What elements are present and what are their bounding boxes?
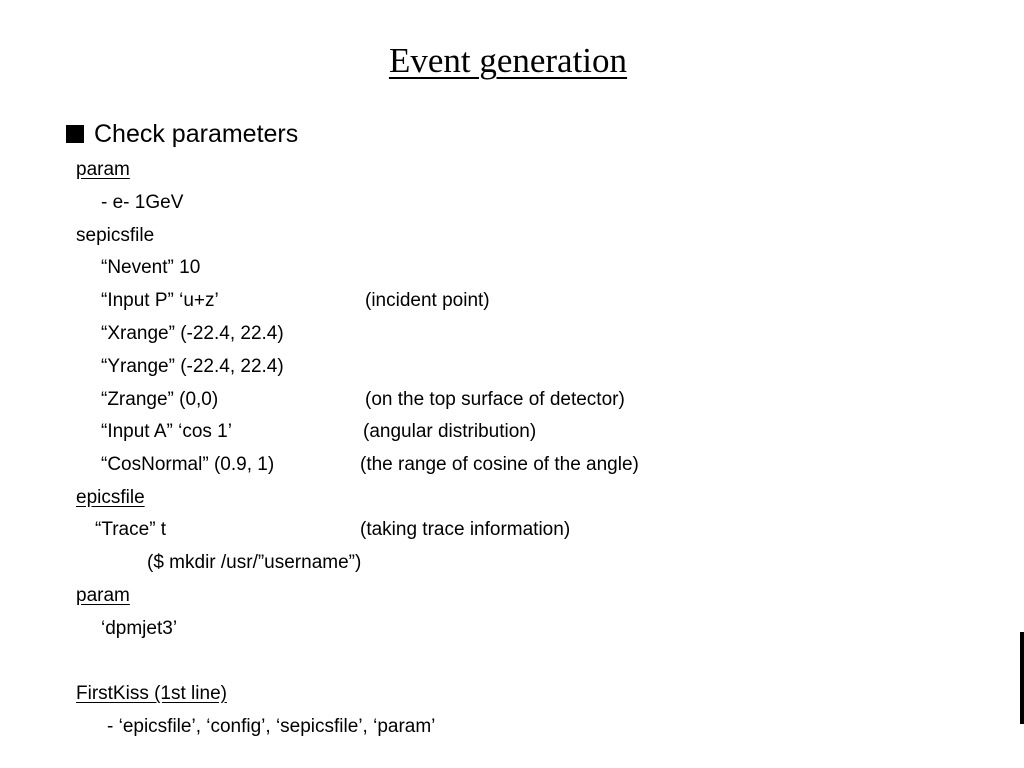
input-a-value: “Input A” ‘cos 1’: [101, 421, 232, 442]
xrange-line: “Xrange” (-22.4, 22.4): [101, 323, 284, 344]
epicsfile-label: epicsfile: [76, 487, 145, 508]
cosnormal-note: (the range of cosine of the angle): [360, 454, 639, 475]
section-heading: [66, 118, 298, 150]
zrange-line: [101, 388, 625, 412]
input-p-line: [101, 289, 490, 313]
trace-note: (taking trace information): [360, 519, 571, 540]
edge-divider: [1020, 632, 1024, 724]
input-p-note: (incident point): [365, 290, 490, 311]
sepicsfile-label: sepicsfile: [76, 225, 155, 246]
mkdir-line: ($ mkdir /usr/”username”): [147, 552, 362, 573]
firstkiss-label: FirstKiss (1st line): [76, 683, 227, 704]
nevent-line: “Nevent” 10: [101, 257, 201, 278]
dpmjet-line: ‘dpmjet3’: [101, 618, 178, 639]
input-p-value: “Input P” ‘u+z’: [101, 290, 219, 311]
param-value-1: - e- 1GeV: [101, 192, 184, 213]
section-heading-text: Check parameters: [94, 120, 299, 148]
input-a-note: (angular distribution): [363, 421, 537, 442]
input-a-line: [101, 420, 537, 444]
trace-value: “Trace” t: [95, 519, 167, 540]
zrange-note: (on the top surface of detector): [365, 389, 625, 410]
param-label-1: param: [76, 159, 130, 180]
param-label-2: param: [76, 585, 130, 606]
cosnormal-line: [101, 453, 639, 477]
zrange-value: “Zrange” (0,0): [101, 389, 219, 410]
firstkiss-value: - ‘epicsfile’, ‘config’, ‘sepicsfile’, ‘param’: [107, 716, 436, 737]
cosnormal-value: “CosNormal” (0.9, 1): [101, 454, 275, 475]
yrange-line: “Yrange” (-22.4, 22.4): [101, 356, 284, 377]
slide-title: Event generation: [388, 41, 628, 80]
trace-line: [95, 518, 571, 542]
black-square-icon: [66, 125, 84, 143]
